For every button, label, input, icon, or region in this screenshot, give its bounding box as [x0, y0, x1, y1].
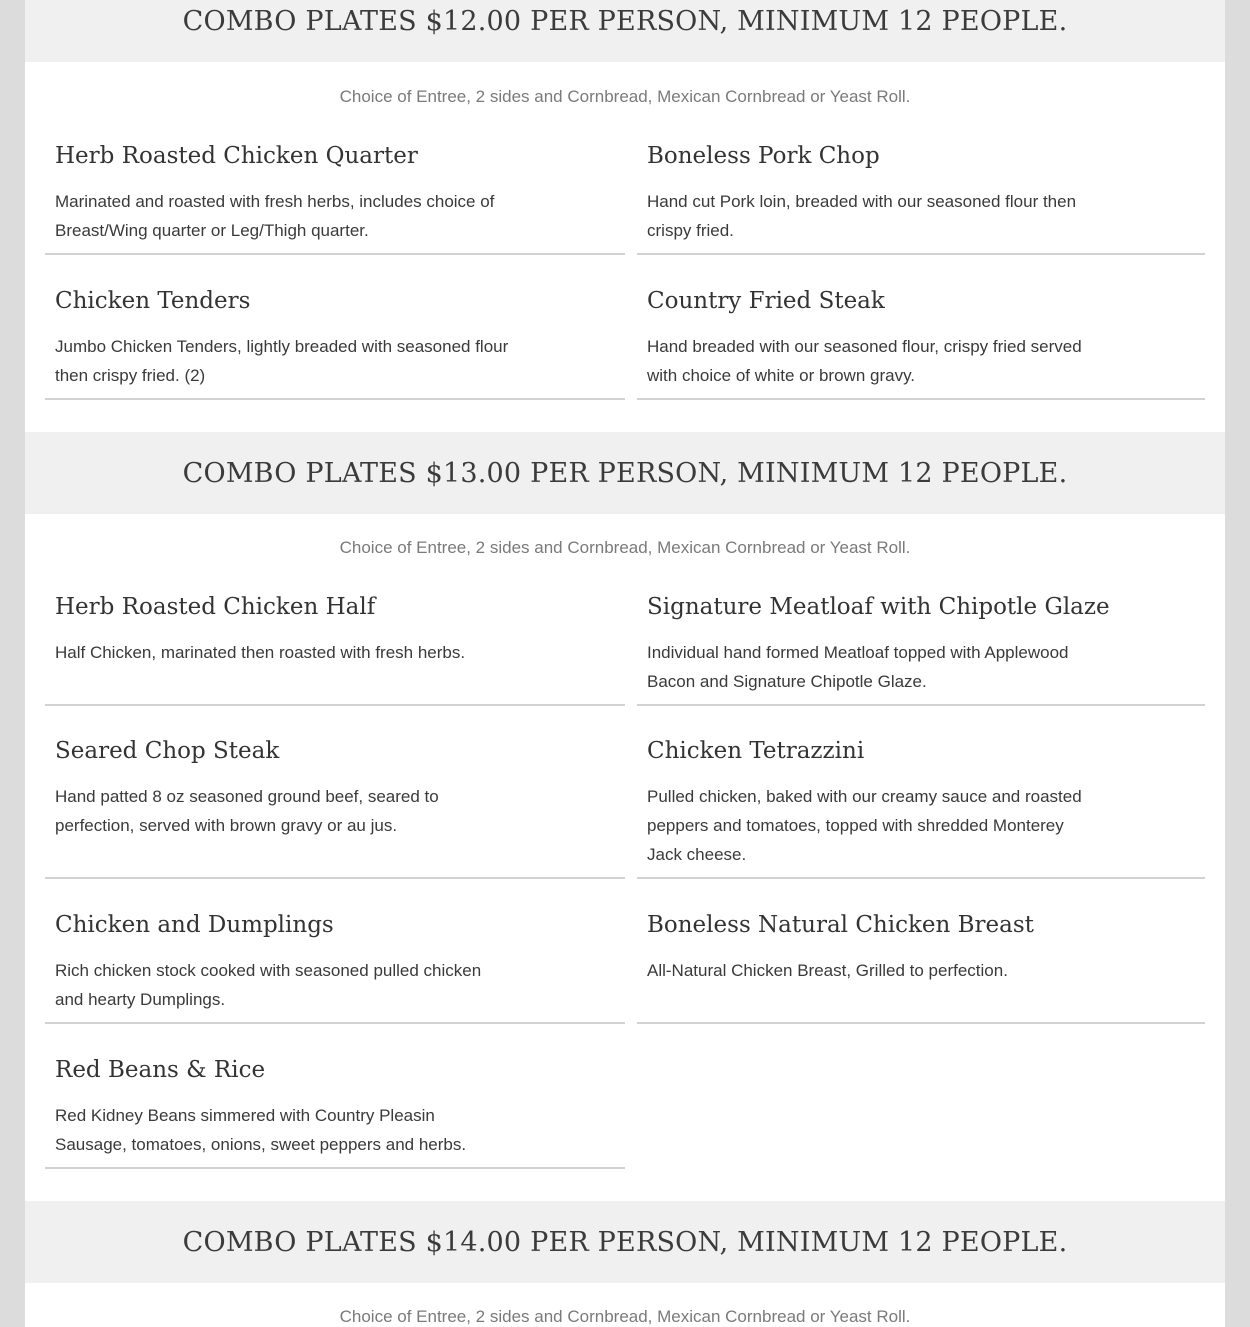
menu-item-description: Hand breaded with our seasoned flour, crispy fried served with choice of white or brown gravy.	[647, 337, 1082, 385]
section-title: COMBO PLATES $12.00 PER PERSON, MINIMUM 12 PEOPLE.	[182, 5, 1068, 37]
menu-item-description: Half Chicken, marinated then roasted with fresh herbs.	[55, 643, 466, 662]
section-header-14	[25, 1201, 1225, 1283]
menu-item-description: Pulled chicken, baked with our creamy sauce and roasted peppers and tomatoes, topped with shredded Monterey Jack cheese.	[647, 787, 1082, 864]
menu-item-description: Hand cut Pork loin, breaded with our seasoned flour then crispy fried.	[647, 192, 1077, 240]
menu-item	[637, 912, 1205, 1024]
menu-item	[45, 594, 625, 706]
menu-item-name: Herb Roasted Chicken Half	[55, 594, 376, 620]
section-subtitle: Choice of Entree, 2 sides and Cornbread, Mexican Cornbread or Yeast Roll.	[339, 87, 911, 106]
menu-item-name: Signature Meatloaf with Chipotle Glaze	[647, 594, 1110, 620]
section-header-12	[25, 0, 1225, 62]
section-title: COMBO PLATES $14.00 PER PERSON, MINIMUM 12 PEOPLE.	[182, 1226, 1068, 1258]
menu-item	[45, 738, 625, 879]
menu-item-description: Hand patted 8 oz seasoned ground beef, seared to perfection, served with brown gravy or au jus.	[55, 787, 439, 835]
menu-item	[637, 288, 1205, 400]
menu-page	[25, 0, 1225, 1327]
menu-item-name: Chicken Tenders	[55, 288, 251, 314]
menu-item-name: Country Fried Steak	[647, 288, 885, 314]
menu-item	[45, 912, 625, 1024]
menu-item	[45, 143, 625, 255]
menu-item-name: Boneless Natural Chicken Breast	[647, 912, 1034, 938]
menu-item-description: Individual hand formed Meatloaf topped with Applewood Bacon and Signature Chipotle Glaze.	[647, 643, 1069, 691]
menu-item-name: Chicken and Dumplings	[55, 912, 334, 938]
menu-item	[637, 738, 1205, 879]
menu-item	[45, 288, 625, 400]
menu-item-name: Herb Roasted Chicken Quarter	[55, 143, 418, 169]
menu-item-name: Seared Chop Steak	[55, 738, 280, 764]
menu-item-description: Jumbo Chicken Tenders, lightly breaded with seasoned flour then crispy fried. (2)	[55, 337, 509, 385]
section-subtitle: Choice of Entree, 2 sides and Cornbread, Mexican Cornbread or Yeast Roll.	[339, 538, 911, 557]
menu-item-name: Boneless Pork Chop	[647, 143, 880, 169]
menu-item-description: Marinated and roasted with fresh herbs, includes choice of Breast/Wing quarter or Leg/Thigh quarter.	[55, 192, 495, 240]
menu-item-name: Chicken Tetrazzini	[647, 738, 865, 764]
menu-item	[45, 1057, 625, 1169]
menu-item-name: Red Beans & Rice	[55, 1057, 266, 1083]
section-header-13	[25, 432, 1225, 514]
menu-item	[637, 594, 1205, 706]
menu-item	[637, 143, 1205, 255]
menu-item-description: Red Kidney Beans simmered with Country Pleasin Sausage, tomatoes, onions, sweet peppers and herbs.	[55, 1106, 467, 1154]
section-subtitle: Choice of Entree, 2 sides and Cornbread, Mexican Cornbread or Yeast Roll.	[339, 1307, 911, 1326]
menu-item-description: Rich chicken stock cooked with seasoned pulled chicken and hearty Dumplings.	[55, 961, 482, 1009]
menu-item-description: All-Natural Chicken Breast, Grilled to perfection.	[647, 961, 1008, 980]
section-title: COMBO PLATES $13.00 PER PERSON, MINIMUM 12 PEOPLE.	[182, 457, 1068, 489]
